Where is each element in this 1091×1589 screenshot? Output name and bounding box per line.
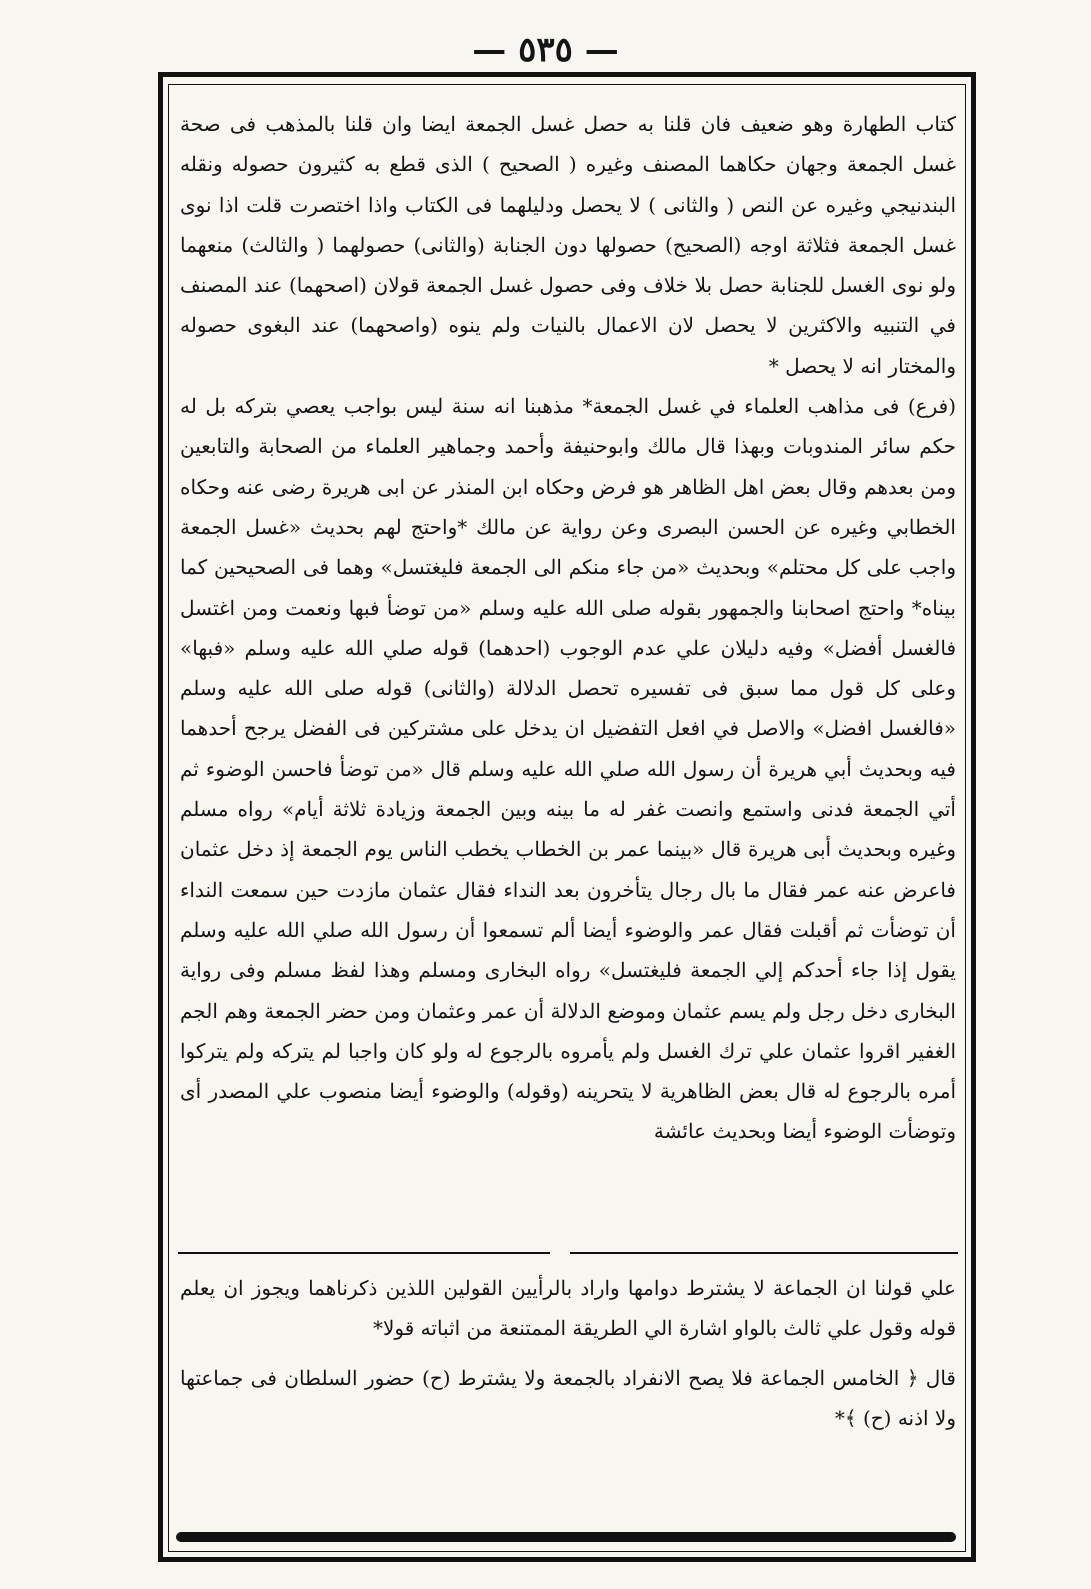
bottom-decorative-bar (176, 1532, 956, 1542)
main-paragraph: (فرع) فى مذاهب العلماء في غسل الجمعة* مذهبنا انه سنة ليس بواجب يعصي بتركه بل له حكم سائر المندوبات وبهذا قال مالك وابوحنيفة وأحمد وجماهير العلماء من الصحابة والتابعين ومن بعدهم وقال بعض اهل الظاهر هو فرض وحكاه ابن المنذر عن ابى هريرة رضى عنه وحكاه الخطابي وغيره عن الحسن البصرى وعن رواية عن مالك *واحتج لهم بحديث «غسل الجمعة واجب على كل محتلم» وبحديث «من جاء منكم الى الجمعة فليغتسل» وهما فى الصحيحين كما بيناه* واحتج اصحابنا والجمهور بقوله صلى الله عليه وسلم «من توضأ فبها ونعمت ومن اغتسل فالغسل أفضل» وفيه دليلان علي عدم الوجوب (احدهما) قوله صلي الله عليه وسلم «فبها» وعلى كل قول مما سبق فى تفسيره تحصل الدلالة (والثانى) قوله صلى الله عليه وسلم «فالغسل افضل» والاصل في افعل التفضيل ان يدخل على مشتركين فى الفضل يرجح أحدهما فيه وبحديث أبي هريرة أن رسول الله صلي الله عليه وسلم قال «من توضأ فاحسن الوضوء ثم أتي الجمعة فدنى واستمع وانصت غفر له ما بينه وبين الجمعة وزيادة ثلاثة أيام» رواه مسلم وغيره وبحديث أبى هريرة قال «بينما عمر بن الخطاب يخطب الناس يوم الجمعة إذ دخل عثمان فاعرض عنه عمر فقال ما بال رجال يتأخرون بعد النداء فقال عثمان مازدت حين سمعت النداء أن توضأت ثم أقبلت فقال عمر والوضوء أيضا ألم تسمعوا أن رسول الله صلي الله عليه وسلم يقول إذا جاء أحدكم إلي الجمعة فليغتسل» رواه البخارى ومسلم وهذا لفظ مسلم وفى رواية البخارى دخل رجل ولم يسم عثمان وموضع الدلالة أن عمر وعثمان ومن حضر الجمعة وهم الجم الغفير اقروا عثمان علي ترك الغسل ولم يأمروه بالرجوع له ولو كان واجبا لم يتركه ولم يتركوا أمره بالرجوع له قال بعض الظاهرية لا يتحرينه (وقوله) والوضوء أيضا منصوب علي المصدر أى وتوضأت الوضوء أيضا وبحديث عائشة (180, 394, 957, 1144)
page-number: — ٥٣٥ — (472, 30, 619, 70)
separator-line-right (178, 1252, 550, 1254)
main-text-body (180, 104, 956, 1152)
footnote-paragraph: قال ﴿ الخامس الجماعة فلا يصح الانفراد بالجمعة ولا يشترط (ح) حضور السلطان فى جماعتها ولا اذنه (ح) ﴾* (180, 1366, 956, 1430)
footnote-section (180, 1268, 956, 1438)
footnote-paragraph: علي قولنا ان الجماعة لا يشترط دوامها واراد بالرأيين القولين اللذين ذكرناهما ويجوز ان يعلم قوله وقول علي ثالث بالواو اشارة الي الطريقة الممتنعة من اثباته قولا* (180, 1276, 956, 1340)
main-paragraph: كتاب الطهارة وهو ضعيف فان قلنا به حصل غسل الجمعة ايضا وان قلنا بالمذهب فى صحة غسل الجمعة وجهان حكاهما المصنف وغيره ( الصحيح ) الذى قطع به كثيرون حصوله ونقله البندنيجي وغيره عن النص ( والثانى ) لا يحصل ودليلهما فى الكتاب واذا اختصرت قلت اذا نوى غسل الجمعة فثلاثة اوجه (الصحيح) حصولها دون الجنابة (والثانى) حصولهما ( والثالث) منعهما ولو نوى الغسل للجنابة حصل بلا خلاف وفى حصول غسل الجمعة قولان (اصحهما) عند المصنف في التنبيه والاكثرين لا يحصل لان الاعمال بالنيات ولم ينوه (واصحهما) عند البغوى حصوله والمختار انه لا يحصل * (180, 112, 956, 378)
separator-line-left (570, 1252, 958, 1254)
